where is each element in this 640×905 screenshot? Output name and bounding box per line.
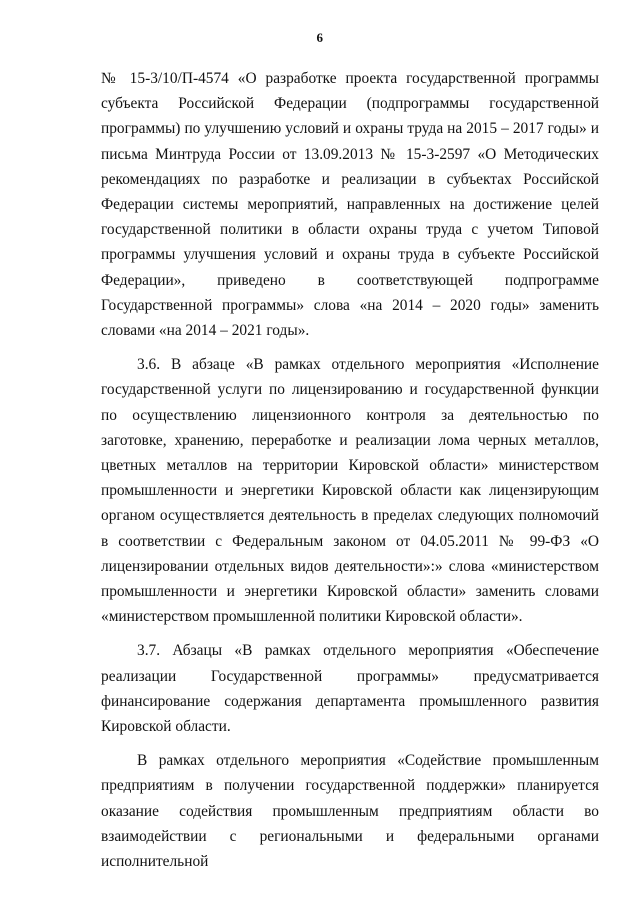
- paragraph-3-6: 3.6. В абзаце «В рамках отдельного мероприятия «Исполнение государственной услуги по лицензированию и государственной функции по осуществлению лицензионного контроля за деятельностью по заготовке, хранению, переработке и реализации лома черных металлов, цветных металлов на территории Кировской области» министерством промышленности и энергетики Кировской области как лицензирующим органом осуществляется деятельность в пределах следующих полномочий в соответствии с Федеральным законом от 04.05.2011 № 99-ФЗ «О лицензировании отдельных видов деятельности»:» слова «министерством промышленности и энергетики Кировской области» заменить словами «министерством промышленной политики Кировской области».: [101, 356, 599, 626]
- paragraph-support-measures: В рамках отдельного мероприятия «Содействие промышленным предприятиям в получении государственной поддержки» планируется оказание содействия промышленным предприятиям области во взаимодействии с региональными и федеральными органами исполнительной: [101, 752, 599, 871]
- document-body: [101, 66, 599, 874]
- paragraph-3-7: 3.7. Абзацы «В рамках отдельного мероприятия «Обеспечение реализации Государственной программы» предусматривается финансирование содержания департамента промышленного развития Кировской области.: [101, 642, 599, 736]
- paragraph-continuation: № 15-3/10/П-4574 «О разработке проекта государственной программы субъекта Российской Федерации (подпрограммы государственной программы) по улучшению условий и охраны труда на 2015 – 2017 годы» и письма Минтруда России от 13.09.2013 № 15-3-2597 «О Методических рекомендациях по разработке и реализации в субъектах Российской Федерации системы мероприятий, направленных на достижение целей государственной политики в области охраны труда с учетом Типовой программы улучшения условий и охраны труда в субъекте Российской Федерации», приведено в соответствующей подпрограмме Государственной программы» слова «на 2014 – 2020 годы» заменить словами «на 2014 – 2021 годы».: [101, 70, 599, 340]
- page-number: 6: [316, 30, 324, 45]
